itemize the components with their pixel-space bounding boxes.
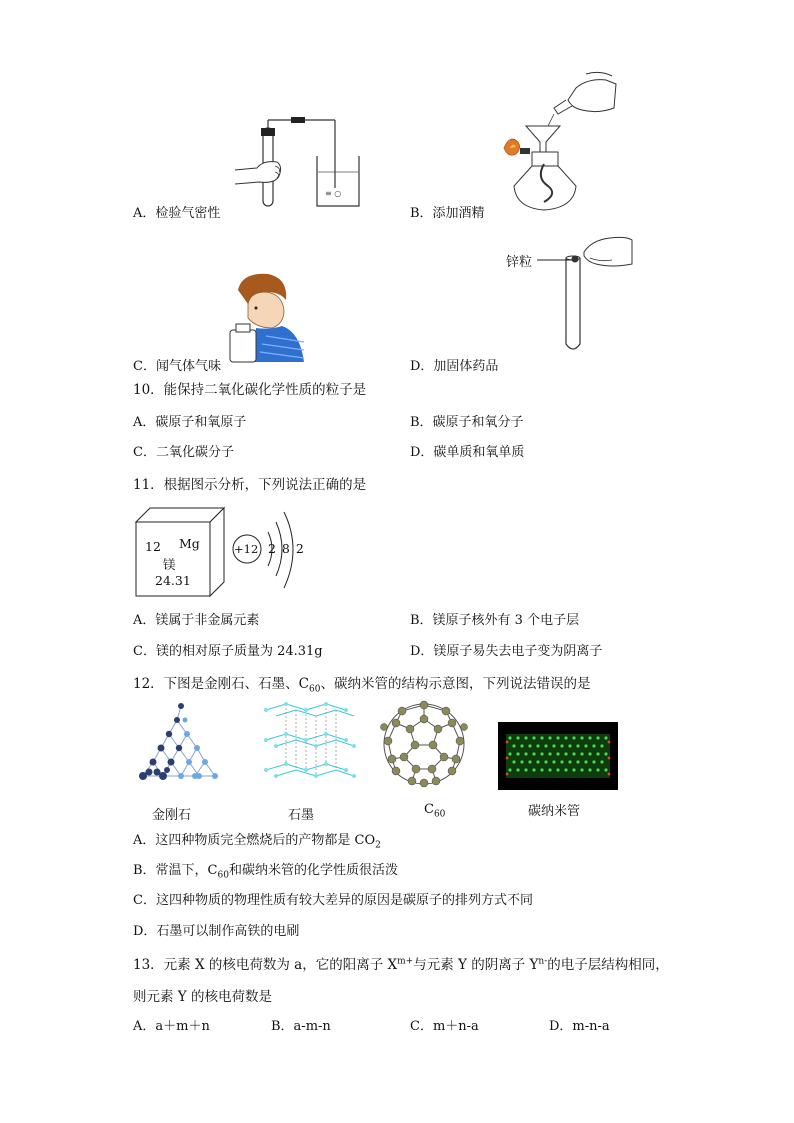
- q13-option-b[interactable]: B．a-m-n: [271, 1019, 331, 1034]
- smell-gas-figure: [226, 270, 306, 362]
- caption-nanotube: 碳纳米管: [528, 804, 581, 819]
- zinc-label-arrow: [537, 258, 575, 262]
- svg-text:≡ ○: ≡ ○: [325, 189, 342, 198]
- q12-stem-pre: 12．下图是金刚石、石墨、C: [133, 676, 310, 692]
- q11-option-b[interactable]: B．镁原子核外有 3 个电子层: [410, 613, 580, 628]
- atom-electron-shells: 2 8 2: [268, 541, 305, 556]
- q12-option-b[interactable]: [133, 859, 398, 881]
- q12-stem-post: 、碳纳米管的结构示意图，下列说法错误的是: [320, 676, 591, 692]
- q9-option-d[interactable]: D．加固体药品: [410, 359, 499, 374]
- q13-option-d[interactable]: D．m-n-a: [549, 1019, 610, 1034]
- caption-c60: [424, 802, 445, 820]
- q9-option-c[interactable]: C．闻气体气味: [133, 359, 221, 374]
- q12-stem: [133, 672, 590, 695]
- diamond-structure-image: [133, 700, 233, 784]
- nanotube-structure-image: [498, 722, 618, 790]
- q13-stem1-mid: 与元素 Y 的阴离子 Y: [413, 957, 539, 973]
- element-symbol: Mg: [179, 536, 200, 551]
- q12-option-d[interactable]: D．石墨可以制作高铁的电刷: [133, 924, 300, 939]
- q11-option-a[interactable]: A．镁属于非金属元素: [133, 613, 260, 628]
- q13-stem1-sup1: m+: [397, 956, 414, 967]
- element-atomic-mass: 24.31: [155, 573, 191, 588]
- q13-stem1-pre: 13．元素 X 的核电荷数为 a，它的阳离子 X: [133, 957, 398, 973]
- q11-option-d[interactable]: D．镁原子易失去电子变为阴离子: [410, 644, 603, 659]
- q12-option-c[interactable]: C．这四种物质的物理性质有较大差异的原因是碳原子的排列方式不同: [133, 893, 533, 908]
- q9-option-a[interactable]: A．检验气密性: [133, 206, 221, 221]
- q13-stem-line1: [133, 953, 669, 973]
- c60-structure-image: [376, 697, 472, 791]
- q12-option-b-pre: B．常温下，C: [133, 863, 218, 878]
- element-name: 镁: [163, 557, 176, 572]
- caption-graphite: 石墨: [288, 808, 315, 823]
- q12-stem-sub: 60: [309, 684, 321, 695]
- q13-stem-line2: 则元素 Y 的核电荷数是: [133, 989, 272, 1005]
- q12-option-b-sub: 60: [217, 870, 229, 881]
- caption-c60-sub: 60: [433, 809, 446, 820]
- q13-stem1-sup2: n-: [538, 956, 548, 967]
- airtightness-check-figure: [235, 110, 365, 210]
- add-alcohol-figure: [488, 68, 618, 213]
- q13-option-a[interactable]: A．a＋m＋n: [133, 1019, 210, 1034]
- element-atomic-number: 12: [145, 539, 161, 554]
- q12-option-a-sub: 2: [375, 840, 381, 851]
- q11-option-c[interactable]: C．镁的相对原子质量为 24.31g: [133, 644, 323, 659]
- q10-option-d[interactable]: D．碳单质和氧单质: [410, 445, 525, 460]
- q10-option-c[interactable]: C．二氧化碳分子: [133, 445, 234, 460]
- q13-stem1-post: 的电子层结构相同，: [547, 957, 669, 973]
- atom-nucleus-charge: +12: [234, 542, 259, 556]
- q13-option-c[interactable]: C．m＋n-a: [410, 1019, 479, 1034]
- caption-c60-pre: C: [424, 802, 434, 817]
- zinc-label: 锌粒: [506, 255, 533, 270]
- q10-stem: 10．能保持二氧化碳化学性质的粒子是: [133, 382, 367, 398]
- q12-option-a-text: A．这四种物质完全燃烧后的产物都是 CO: [133, 833, 376, 848]
- q10-option-b[interactable]: B．碳原子和氧分子: [410, 415, 524, 430]
- q10-option-a[interactable]: A．碳原子和氧原子: [133, 415, 247, 430]
- q11-stem: 11．根据图示分析，下列说法正确的是: [133, 477, 367, 493]
- q9-option-b[interactable]: B．添加酒精: [410, 206, 485, 221]
- add-solid-figure: [560, 232, 636, 356]
- graphite-structure-image: [262, 700, 358, 784]
- q12-option-a[interactable]: [133, 829, 381, 851]
- caption-diamond: 金刚石: [152, 808, 192, 823]
- q12-option-b-post: 和碳纳米管的化学性质很活泼: [228, 863, 398, 878]
